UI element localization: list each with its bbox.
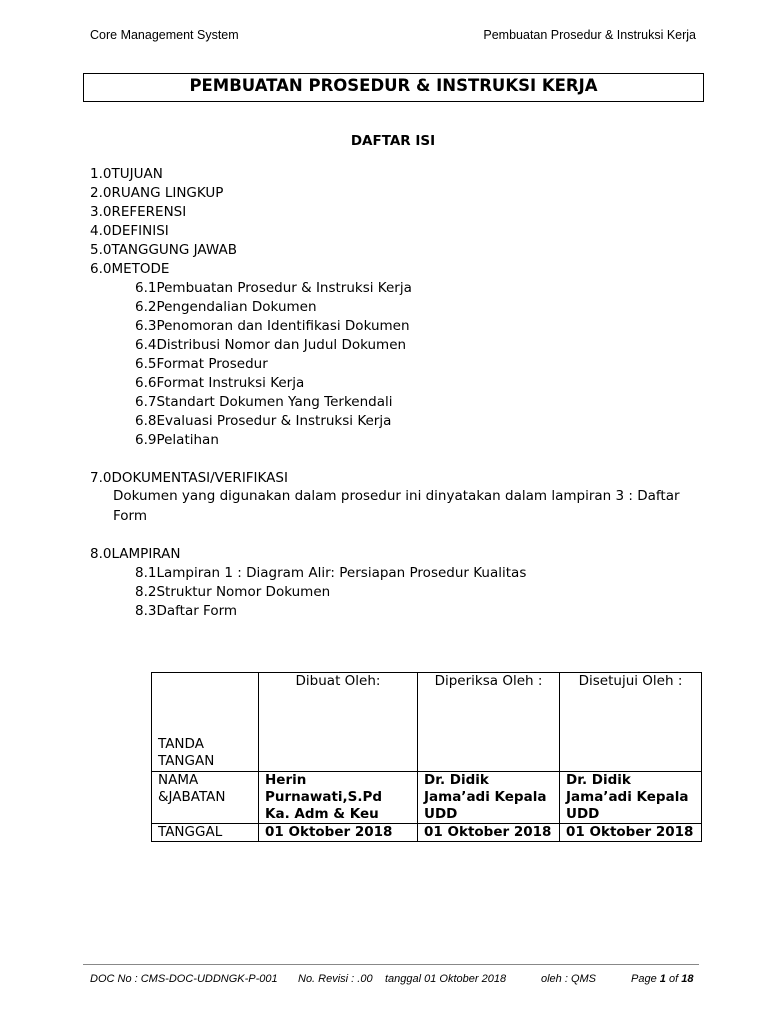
name-cell: Dr. Didik Jama’adi Kepala UDD [560, 772, 702, 824]
dibuat-oleh-header: Dibuat Oleh: [259, 673, 418, 772]
toc-subitem: 6.7Standart Dokumen Yang Terkendali [135, 394, 393, 410]
footer-doc-no: DOC No : CMS-DOC-UDDNGK-P-001 [90, 973, 278, 985]
diperiksa-oleh-header: Diperiksa Oleh : [418, 673, 560, 772]
toc-item: 2.0RUANG LINGKUP [90, 185, 224, 201]
table-row [152, 824, 702, 842]
date-cell: 01 Oktober 2018 [560, 824, 702, 842]
tanda-tangan-label: TANDA TANGAN [152, 673, 259, 772]
footer-tanggal: tanggal 01 Oktober 2018 [385, 973, 507, 985]
toc-subitem: 6.2Pengendalian Dokumen [135, 299, 317, 315]
toc-item: 5.0TANGGUNG JAWAB [90, 242, 238, 258]
toc-subitem: 8.2Struktur Nomor Dokumen [135, 584, 331, 600]
toc-subitem: 6.6Format Instruksi Kerja [135, 375, 305, 391]
page-of: of [668, 973, 679, 985]
footer-revisi: No. Revisi : .00 [298, 973, 373, 985]
nama-jabatan-label: NAMA &JABATAN [152, 772, 259, 824]
toc-subitem: 6.5Format Prosedur [135, 356, 268, 372]
footer-oleh: oleh : QMS [541, 973, 597, 985]
document-title: PEMBUATAN PROSEDUR & INSTRUKSI KERJA [83, 73, 704, 102]
toc-item: 8.0LAMPIRAN [90, 546, 181, 562]
section7-text: Dokumen yang digunakan dalam prosedur ini dinyatakan dalam lampiran 3 : Daftar Form [113, 488, 680, 524]
toc-subitem: 6.1Pembuatan Prosedur & Instruksi Kerja [135, 280, 412, 296]
date-cell: 01 Oktober 2018 [418, 824, 560, 842]
toc-subitem: 8.3Daftar Form [135, 603, 238, 619]
disetujui-oleh-header: Disetujui Oleh : [560, 673, 702, 772]
toc-subitem: 6.9Pelatihan [135, 432, 219, 448]
toc-item: 7.0DOKUMENTASI/VERIFIKASI [90, 470, 288, 486]
footer-divider [83, 964, 699, 965]
toc-subitem: 6.4Distribusi Nomor dan Judul Dokumen [135, 337, 407, 353]
toc-item: 1.0TUJUAN [90, 166, 163, 182]
signature-table [151, 672, 702, 842]
toc-item: 3.0REFERENSI [90, 204, 187, 220]
header-right: Pembuatan Prosedur & Instruksi Kerja [483, 28, 696, 42]
page-current: 1 [659, 973, 666, 985]
page-total: 18 [681, 973, 694, 985]
tanggal-label: TANGGAL [152, 824, 259, 842]
toc-item: 4.0DEFINISI [90, 223, 169, 239]
toc-title: DAFTAR ISI [350, 133, 436, 149]
table-row [152, 772, 702, 824]
header-left: Core Management System [90, 28, 239, 42]
page-prefix: Page [631, 973, 657, 985]
toc-subitem: 8.1Lampiran 1 : Diagram Alir: Persiapan Prosedur Kualitas [135, 565, 527, 581]
name-cell: Dr. Didik Jama’adi Kepala UDD [418, 772, 560, 824]
toc-subitem: 6.3Penomoran dan Identifikasi Dokumen [135, 318, 410, 334]
toc-item: 6.0METODE [90, 261, 170, 277]
toc-subitem: 6.8Evaluasi Prosedur & Instruksi Kerja [135, 413, 392, 429]
date-cell: 01 Oktober 2018 [259, 824, 418, 842]
name-cell: Herin Purnawati,S.Pd Ka. Adm & Keu [259, 772, 418, 824]
table-row [152, 673, 702, 772]
footer-page-number [631, 973, 693, 985]
